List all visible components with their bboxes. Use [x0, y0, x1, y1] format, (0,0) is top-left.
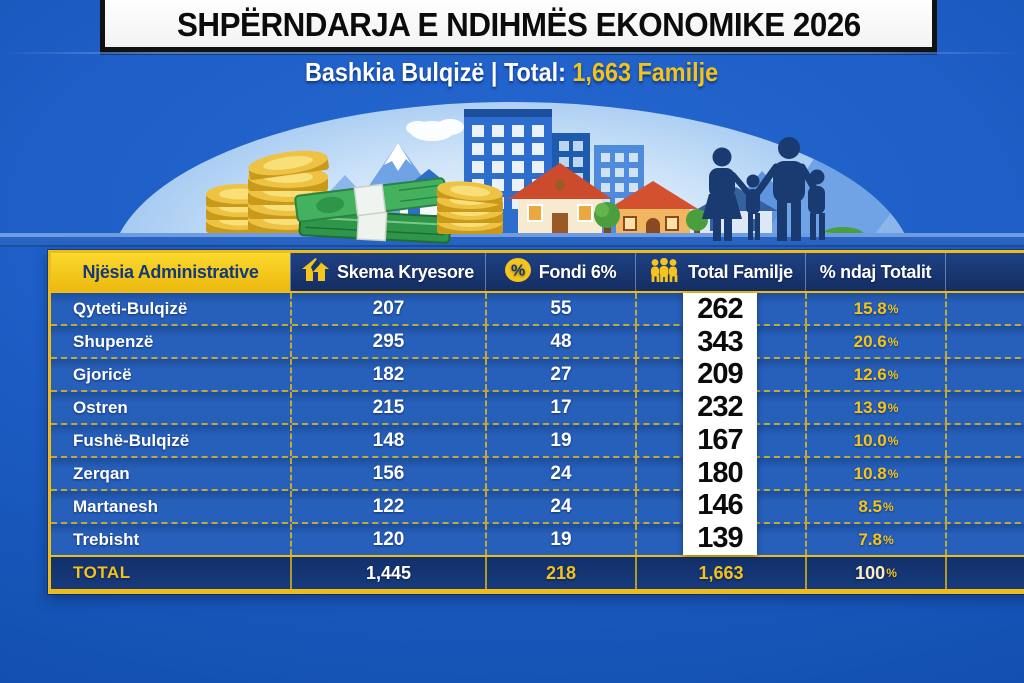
cell-fondi: 27: [485, 359, 635, 390]
familje-value-overlay: 139: [697, 522, 743, 555]
cell-fondi: 19: [485, 524, 635, 555]
familje-value-overlay: 343: [697, 325, 743, 358]
cell-skema: 215: [290, 392, 485, 423]
cell-total-label: TOTAL: [73, 563, 131, 582]
house-icon: [302, 258, 329, 286]
pct-value: 7.8: [858, 529, 882, 549]
cell-empty: [945, 392, 1024, 423]
table-total-row: [51, 555, 1024, 589]
cell-empty: [945, 425, 1024, 456]
cell-pct: [805, 326, 945, 357]
pct-value: 8.5: [858, 496, 882, 516]
pct-suffix: %: [887, 367, 899, 382]
cell-pct: [805, 293, 945, 324]
cell-njesia: Qyteti-Bulqizë: [73, 298, 188, 318]
cell-pct: [805, 491, 945, 522]
cell-njesia: Zerqan: [73, 463, 130, 483]
cell-total-fondi: 218: [485, 557, 635, 589]
cell-skema: 207: [290, 293, 485, 324]
table-row: [51, 522, 1024, 555]
cell-empty: [945, 491, 1024, 522]
familje-value-overlay: 180: [697, 456, 743, 489]
column-header-nj-sia-administrative: [51, 253, 290, 291]
cell-njesia: Ostren: [73, 397, 128, 417]
svg-text:%: %: [510, 262, 525, 279]
column-header-label: Skema Kryesore: [337, 261, 474, 282]
pct-suffix: %: [887, 334, 899, 349]
cell-empty: [945, 359, 1024, 390]
cell-njesia: Trebisht: [73, 529, 140, 549]
cell-skema: 156: [290, 458, 485, 489]
cell-skema: 122: [290, 491, 485, 522]
cell-skema: 182: [290, 359, 485, 390]
cell-pct: [805, 359, 945, 390]
cell-empty: [945, 557, 1024, 589]
pct-suffix: %: [882, 499, 894, 514]
column-header--ndaj-totalit: [805, 253, 945, 291]
subtitle-prefix: Bashkia Bulqizë | Total:: [305, 57, 567, 87]
percent-icon: [505, 257, 531, 288]
cell-fondi: 48: [485, 326, 635, 357]
pct-suffix: %: [886, 566, 897, 580]
subtitle: [0, 57, 1024, 88]
cell-njesia: Fushë-Bulqizë: [73, 430, 190, 450]
familje-value-overlay: 167: [697, 423, 743, 456]
column-header-skema-kryesore: [290, 253, 485, 291]
table-row: [51, 456, 1024, 489]
table-header-row: [51, 253, 1024, 293]
cell-skema: 295: [290, 326, 485, 357]
cell-empty: [945, 458, 1024, 489]
cell-empty: [945, 524, 1024, 555]
cell-fondi: 19: [485, 425, 635, 456]
cell-njesia: Martanesh: [73, 496, 159, 516]
column-header-empty: [945, 253, 1024, 291]
pct-suffix: %: [887, 301, 899, 316]
column-header-total-familje: [635, 253, 805, 291]
cell-total-familje: 1,663: [635, 557, 805, 589]
cell-total-skema: 1,445: [290, 557, 485, 589]
pct-suffix: %: [882, 532, 894, 547]
familje-value-overlay: 232: [697, 391, 743, 424]
table-row: [51, 390, 1024, 423]
cell-pct: [805, 524, 945, 555]
header-divider: [0, 52, 1024, 54]
cell-skema: 120: [290, 524, 485, 555]
cell-fondi: 24: [485, 458, 635, 489]
column-header-label: Fondi 6%: [538, 261, 617, 282]
pct-value: 13.9: [853, 397, 887, 417]
column-header-label: % ndaj Totalit: [819, 261, 932, 282]
subtitle-total-highlight: 1,663 Familje: [572, 57, 719, 87]
cell-skema: 148: [290, 425, 485, 456]
cell-pct: [805, 425, 945, 456]
pct-value: 10.8: [853, 463, 887, 483]
cell-pct: [805, 458, 945, 489]
pct-suffix: %: [887, 466, 899, 481]
road: [0, 233, 1024, 247]
aid-distribution-table: [48, 250, 1024, 594]
cell-empty: [945, 326, 1024, 357]
cell-pct: [805, 392, 945, 423]
column-header-label: Njësia Administrative: [82, 261, 259, 282]
title-banner: [100, 0, 937, 52]
column-header-fondi-6-: [485, 253, 635, 291]
pct-value: 15.8: [853, 298, 887, 318]
familje-value-overlay: 262: [697, 292, 743, 325]
pct-value: 12.6: [853, 364, 887, 384]
cell-total-pct: [805, 557, 945, 589]
pct-suffix: %: [887, 400, 899, 415]
family-icon: [648, 258, 680, 287]
table-row: [51, 357, 1024, 390]
familje-value-overlay: 146: [697, 489, 743, 522]
city-illustration: [0, 95, 1024, 247]
total-familje-overlay: [683, 293, 757, 555]
familje-value-overlay: 209: [697, 358, 743, 391]
table-row: [51, 489, 1024, 522]
table-row: [51, 423, 1024, 456]
page-title: SHPËRNDARJA E NDIHMËS EKONOMIKE 2026: [176, 6, 861, 43]
pct-value: 100: [855, 562, 886, 583]
pct-suffix: %: [887, 433, 899, 448]
cell-fondi: 17: [485, 392, 635, 423]
table-row: [51, 324, 1024, 357]
cell-empty: [945, 293, 1024, 324]
cell-njesia: Shupenzë: [73, 331, 154, 351]
cell-fondi: 24: [485, 491, 635, 522]
column-header-label: Total Familje: [688, 261, 793, 282]
pct-value: 20.6: [853, 331, 887, 351]
table-row: [51, 293, 1024, 324]
pct-value: 10.0: [853, 430, 887, 450]
cell-njesia: Gjoricë: [73, 364, 132, 384]
cell-fondi: 55: [485, 293, 635, 324]
